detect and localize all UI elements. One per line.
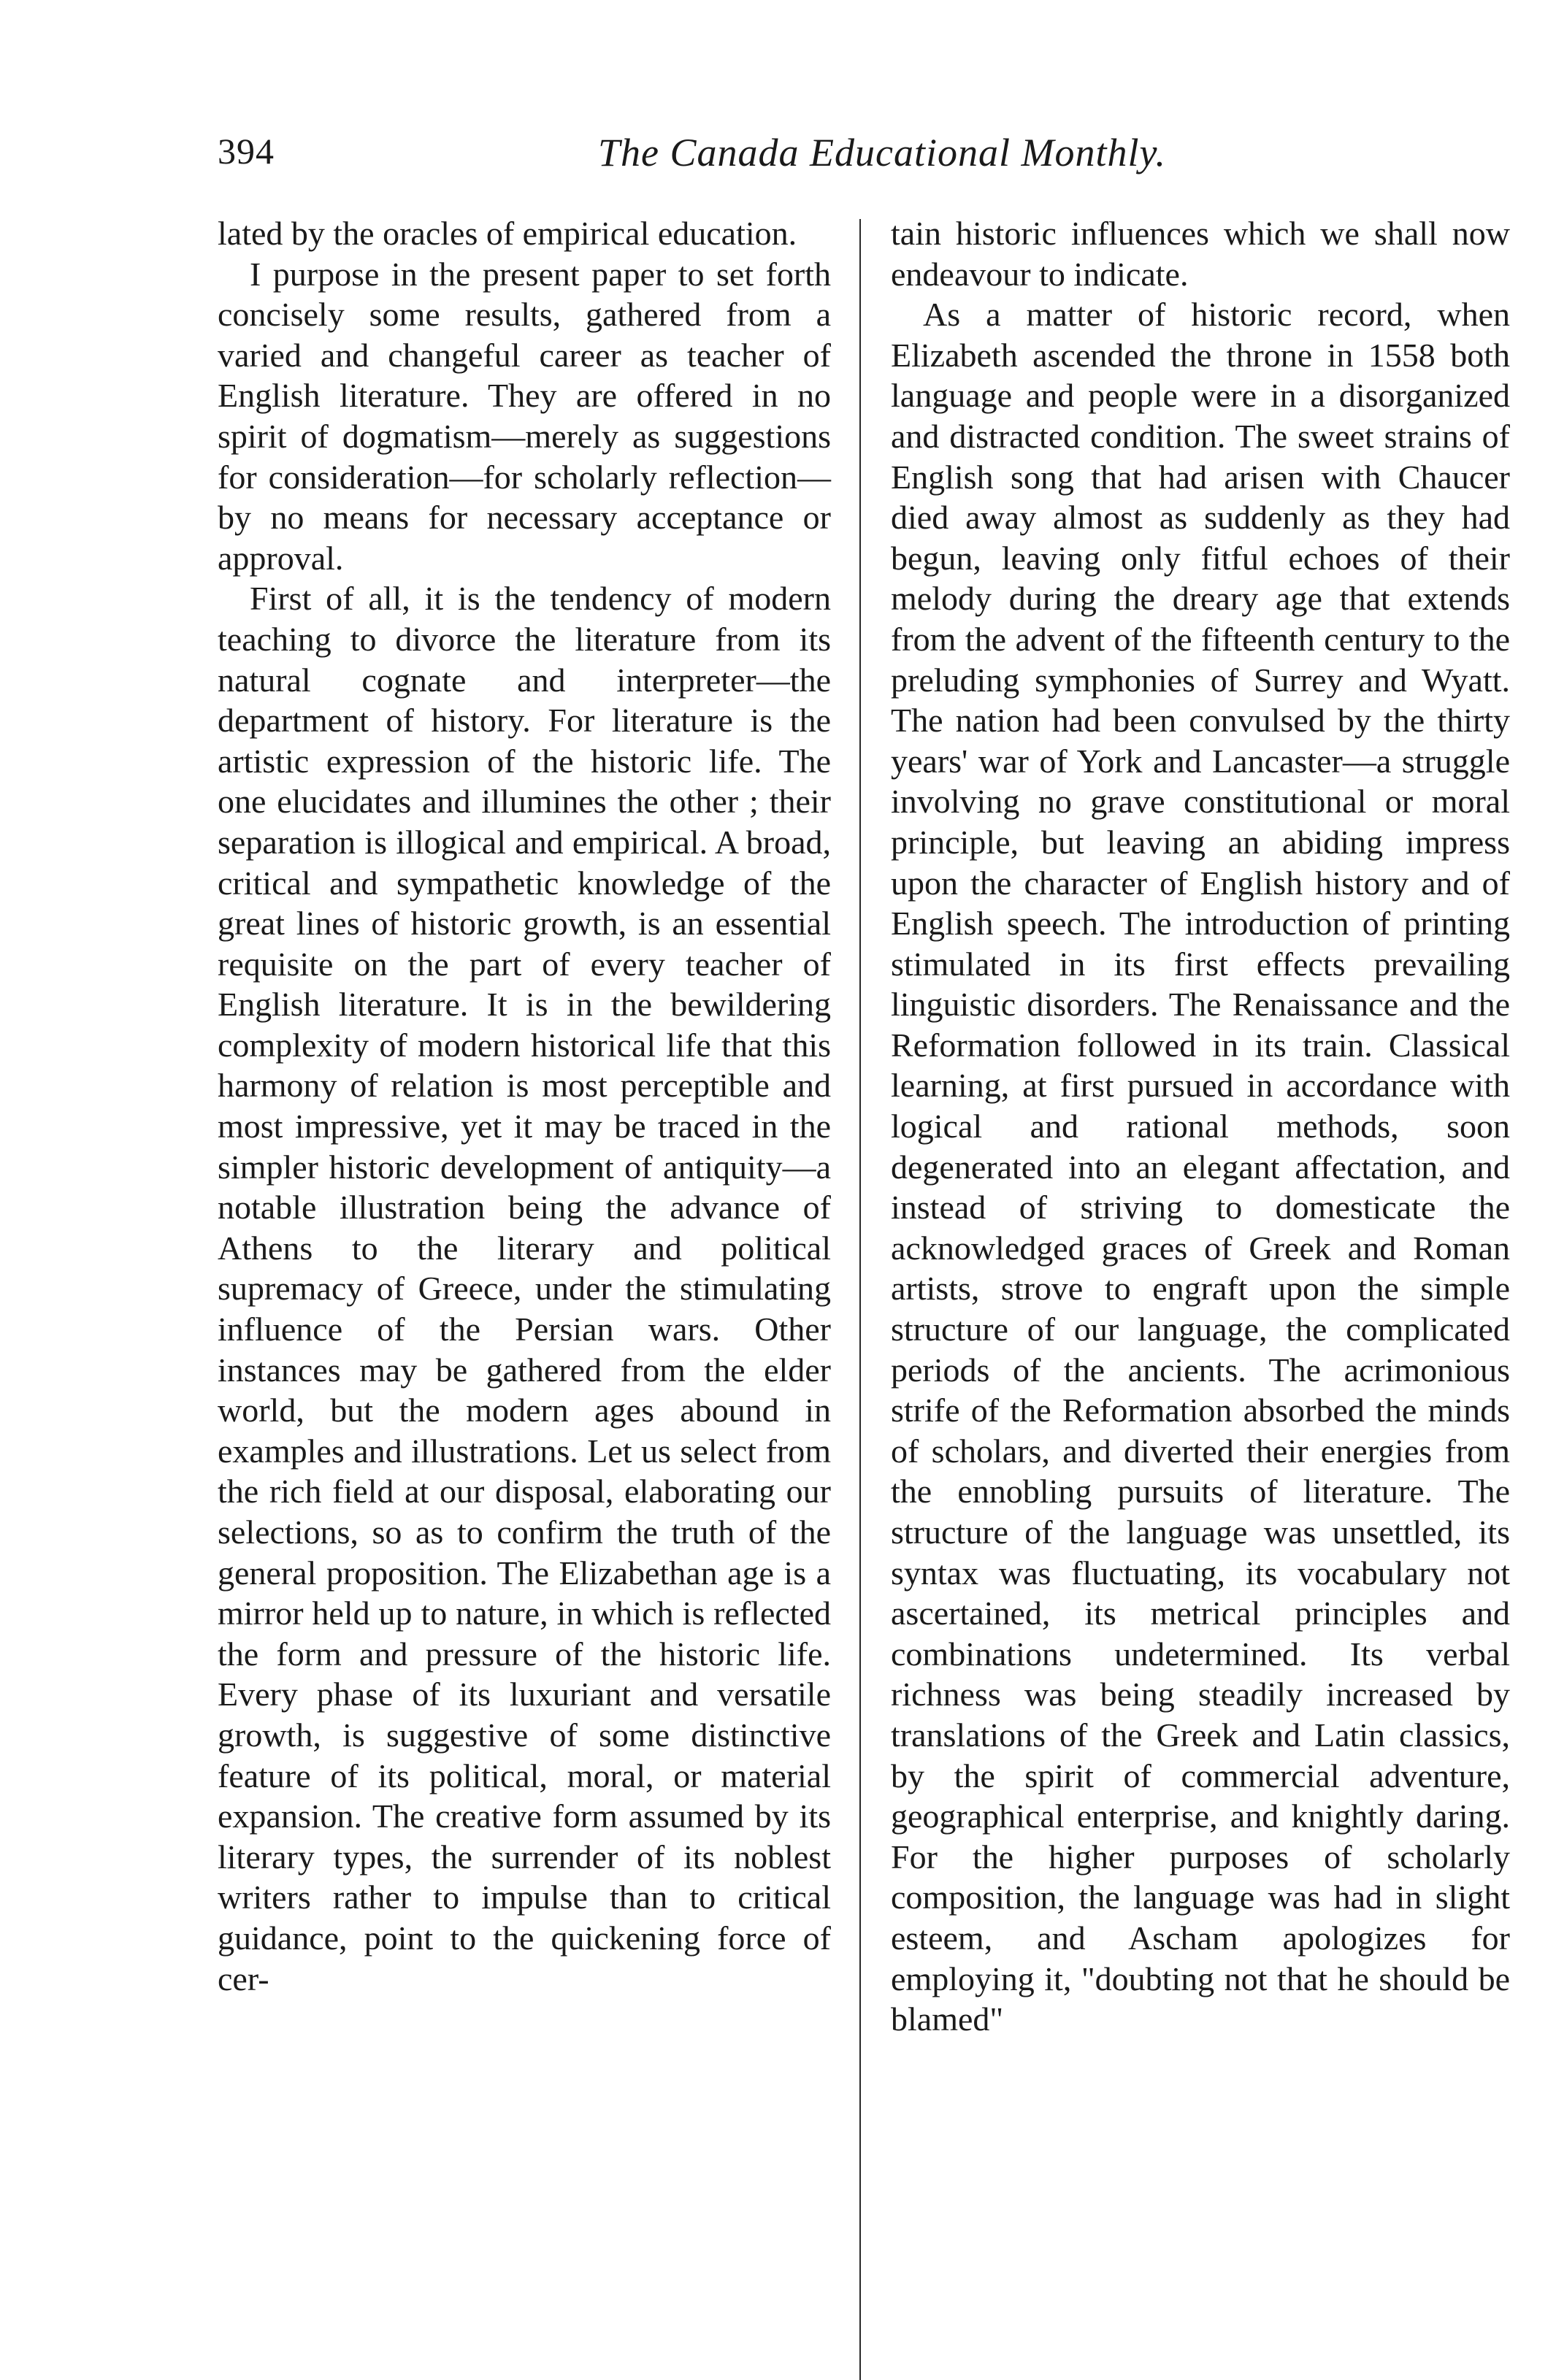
right-column	[891, 213, 1510, 2040]
running-head	[218, 130, 1510, 181]
journal-title: The Canada Educational Monthly.	[598, 131, 1166, 174]
paragraph: As a matter of historic record, when Elizabeth ascended the throne in 1558 both language and people were in a disorganized and distracted condition. The sweet strains of English song that had arisen with Chaucer died away almost as suddenly as they had begun, leaving only fitful echoes of their melody during the dreary age that extends from the advent of the fifteenth century to the preluding symphonies of Surrey and Wyatt. The nation had been convulsed by the thirty years' war of York and Lancaster—a struggle involving no grave constitutional or moral principle, but leaving an abiding impress upon the character of English history and of English speech. The introduction of printing stimulated in its first effects prevailing linguistic disorders. The Renaissance and the Reformation followed in its train. Classical learning, at first pursued in accordance with logical and rational methods, soon degenerated into an elegant affectation, and instead of striving to domesticate the acknowledged graces of Greek and Roman artists, strove to engraft upon the simple structure of our language, the complicated periods of the ancients. The acrimonious strife of the Reformation absorbed the minds of scholars, and diverted their energies from the ennobling pursuits of literature. The structure of the language was unsettled, its syntax was fluctuating, its vocabulary not ascertained, its metrical principles and combinations undetermined. Its verbal richness was being steadily increased by translations of the Greek and Latin classics, by the spirit of commercial adventure, geographical enterprise, and knightly daring. For the higher purposes of scholarly composition, the language was had in slight esteem, and Ascham apologizes for employing it, "doubting not that he should be blamed"	[891, 296, 1510, 2038]
paragraph: First of all, it is the tendency of modern teaching to divorce the literature from its natural cognate and interpreter—the department of history. For literature is the artistic expression of the historic life. The one elucidates and illumines the other ; their separation is illogical and empirical. A broad, critical and sympathetic knowledge of the great lines of historic growth, is an essential requisite on the part of every teacher of English literature. It is in the bewildering complexity of modern historical life that this harmony of relation is most perceptible and most impressive, yet it may be traced in the simpler historic development of antiquity—a notable illustration being the advance of Athens to the literary and political supremacy of Greece, under the stimulating influence of the Persian wars. Other instances may be gathered from the elder world, but the modern ages abound in examples and illustrations. Let us select from the rich field at our disposal, elaborating our selections, so as to confirm the truth of the general proposition. The Elizabethan age is a mirror held up to nature, in which is reflected the form and pressure of the historic life. Every phase of its luxuriant and versatile growth, is suggestive of some distinctive feature of its political, moral, or material expansion. The creative form assumed by its literary types, the surrender of its noblest writers rather to impulse than to critical guidance, point to the quickening force of cer-	[218, 580, 831, 1997]
column-divider	[859, 219, 861, 2380]
paragraph: I purpose in the present paper to set forth concisely some results, gathered from a varied and changeful career as teacher of English literature. They are offered in no spirit of dogmatism—merely as suggestions for consideration—for scholarly reflection—by no means for necessary acceptance or approval.	[218, 255, 831, 577]
page-number: 394	[218, 131, 275, 172]
paragraph: tain historic influences which we shall now endeavour to indicate.	[891, 215, 1510, 293]
paragraph: lated by the oracles of empirical education.	[218, 215, 797, 252]
left-column	[218, 213, 831, 1999]
